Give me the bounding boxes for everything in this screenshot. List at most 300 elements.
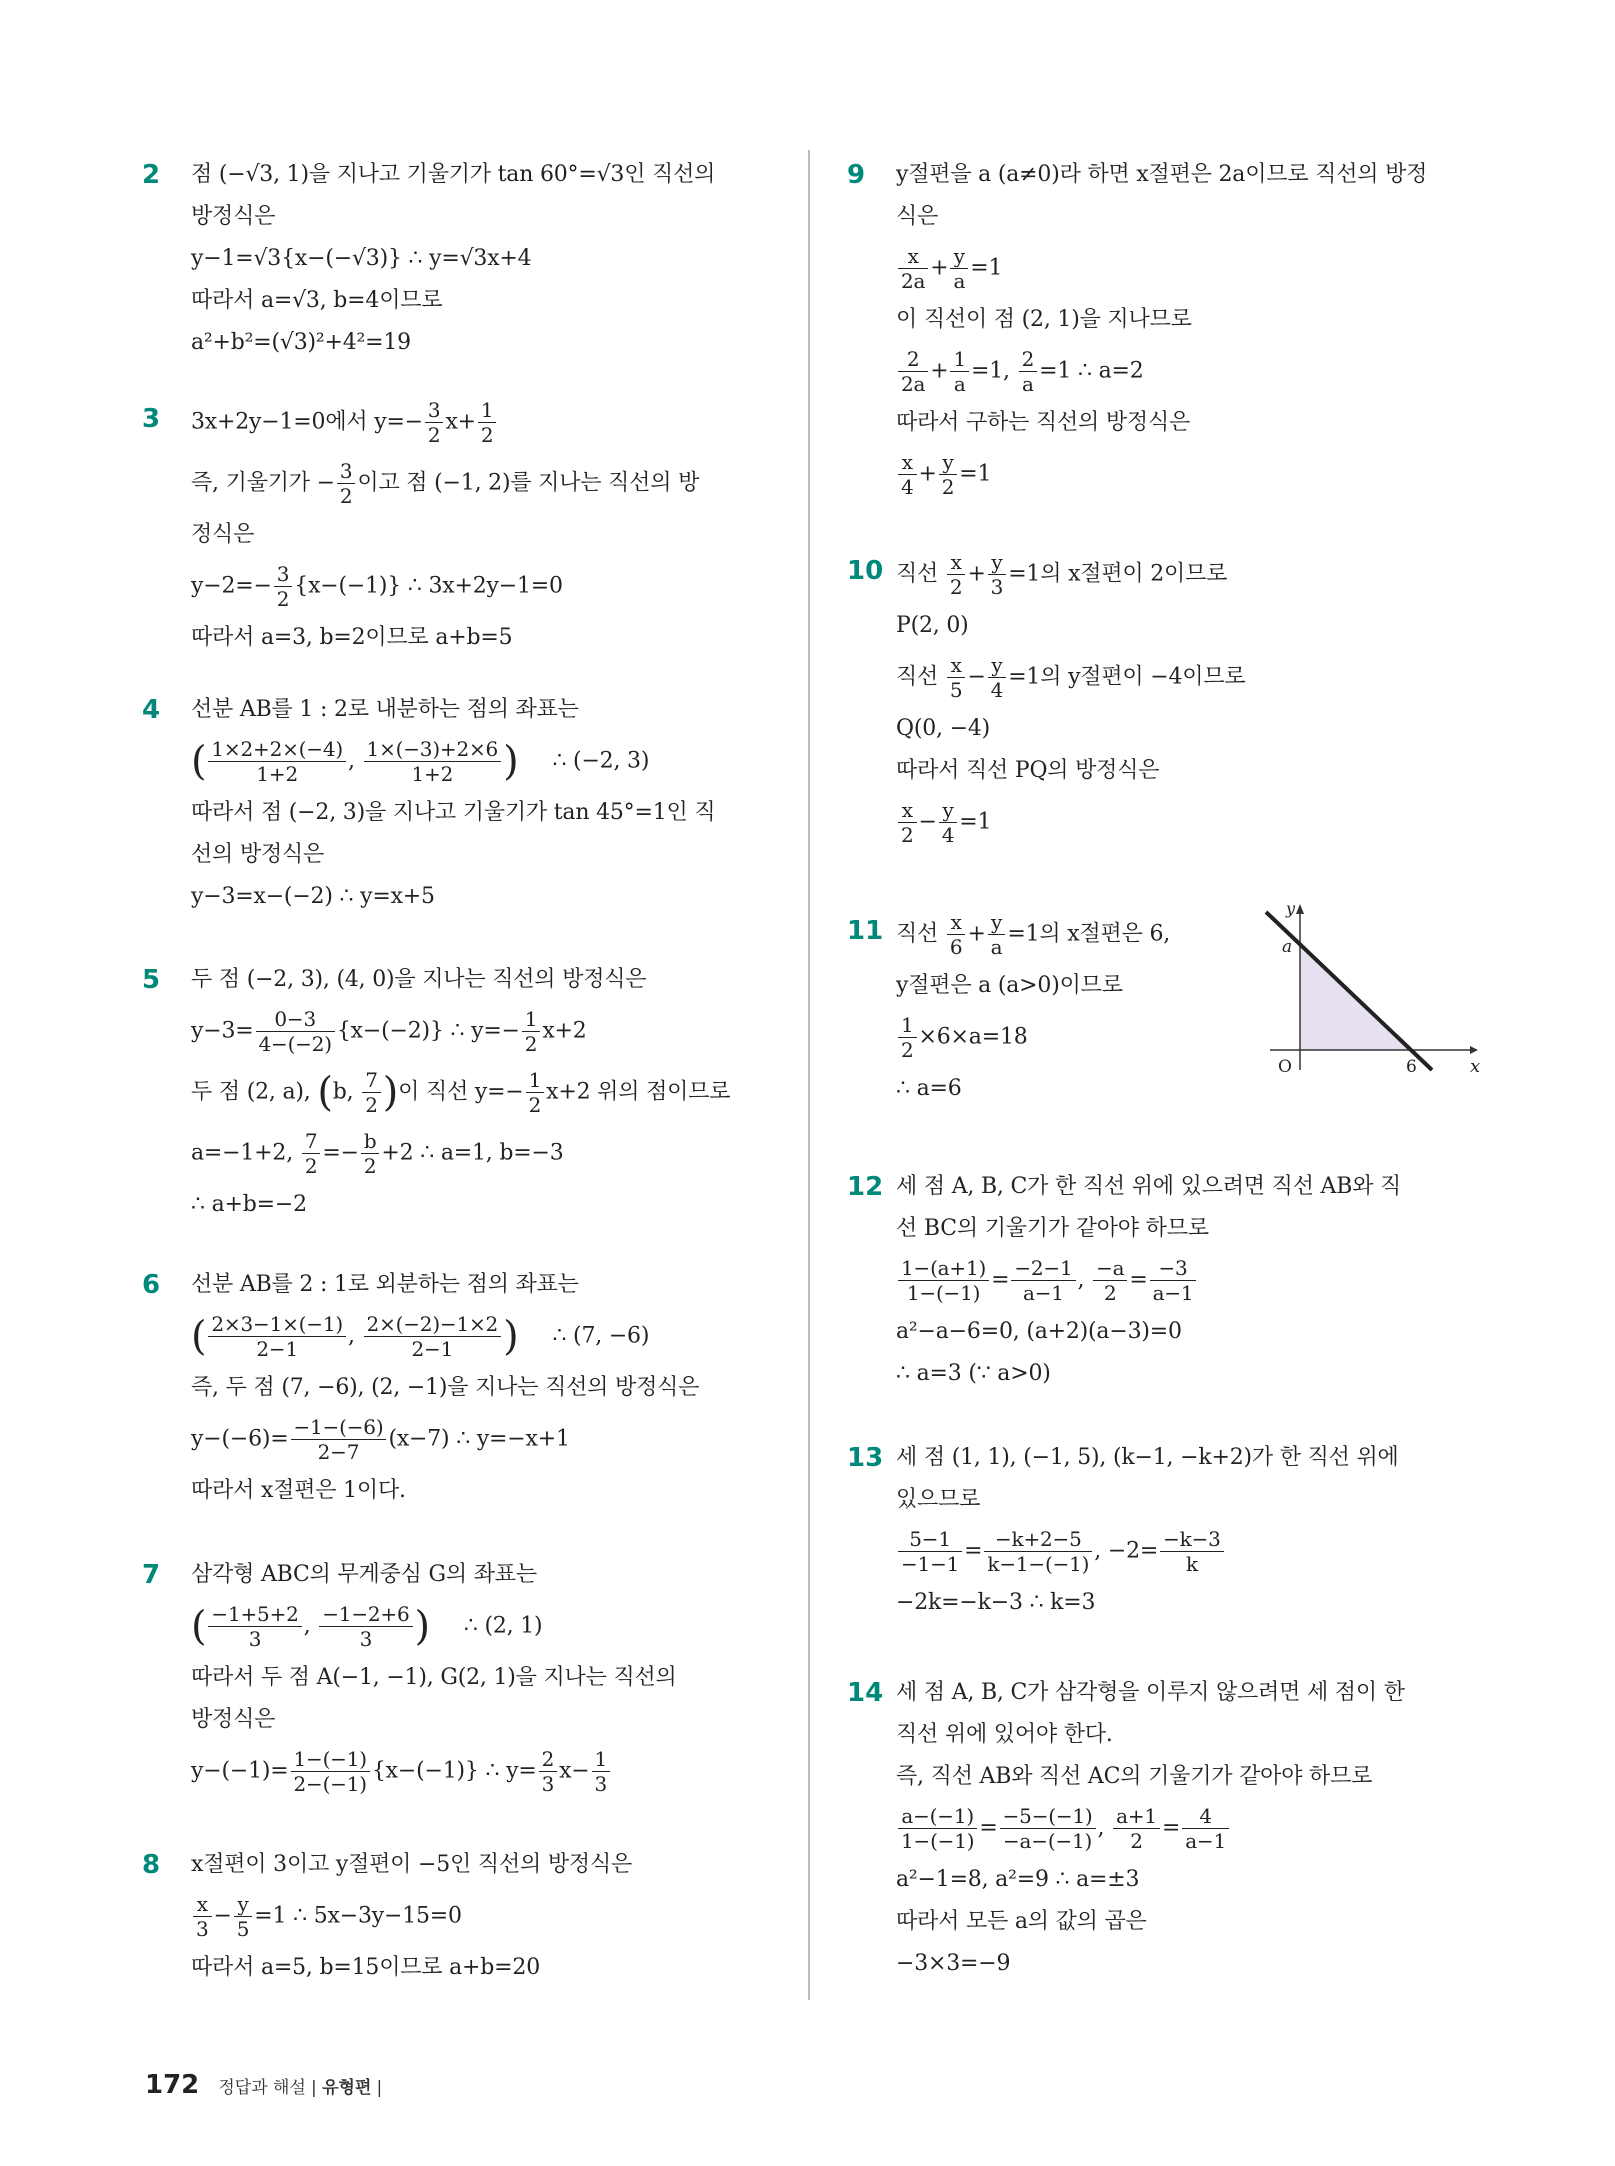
text-line: [191, 459, 780, 508]
math-text: 직선: [896, 664, 945, 690]
numerator: −a: [1093, 1256, 1127, 1281]
numerator: x: [193, 1892, 212, 1917]
numerator: x: [898, 798, 917, 823]
math-text: =: [1161, 1815, 1181, 1841]
math-text: −: [918, 809, 937, 835]
equation-line: [896, 1256, 1480, 1305]
text-line: [896, 653, 1480, 702]
fraction: [1019, 347, 1038, 396]
fraction: [526, 1068, 545, 1117]
math-text: {x−(−1)} ∴ 3x+2y−1=0: [294, 573, 563, 599]
math-text: x−: [559, 1758, 590, 1784]
fraction: [984, 1527, 1092, 1576]
math-text: 이고 점 (−1, 2)를 지나는 직선의 방: [357, 470, 700, 496]
problem-11: [847, 900, 1480, 1116]
x-intercept-label: 6: [1406, 1057, 1417, 1077]
fraction: [947, 653, 966, 702]
math-text: , −2=: [1094, 1538, 1159, 1564]
math-text: {x−(−1)} ∴ y=: [371, 1758, 537, 1784]
denominator: 2: [304, 1154, 318, 1178]
numerator: 5−1: [898, 1527, 962, 1552]
page-footer: 172 정답과 해설 | 유형편 |: [145, 2070, 383, 2100]
denominator: 6: [949, 935, 963, 959]
text-line: 방정식은: [191, 204, 276, 229]
math-text: 직선: [896, 561, 945, 587]
numerator: y: [234, 1892, 253, 1917]
fraction: [522, 1007, 541, 1056]
math-text: ,: [1097, 1815, 1112, 1841]
numerator: a−(−1): [898, 1804, 977, 1829]
math-text: =: [1129, 1267, 1148, 1293]
fraction: [234, 1892, 253, 1941]
denominator: 2: [1103, 1281, 1117, 1305]
problem-10: [847, 550, 1480, 859]
numerator: y: [939, 450, 958, 475]
problem-7: [142, 1560, 780, 1808]
fraction: [592, 1747, 611, 1796]
denominator: 3: [196, 1917, 209, 1941]
fraction: [1113, 1804, 1160, 1853]
math-text: +: [967, 921, 986, 947]
math-text: y−2=−: [191, 573, 272, 599]
text-line: 방정식은: [191, 1707, 276, 1732]
fraction: [364, 1312, 502, 1361]
text-line: 세 점 A, B, C가 한 직선 위에 있으려면 직선 AB와 직: [896, 1174, 1402, 1199]
denominator: 2: [1130, 1829, 1143, 1853]
fraction: [1182, 1804, 1229, 1853]
math-text: −: [967, 664, 986, 690]
text-line: 두 점 (−2, 3), (4, 0)을 지나는 직선의 방정식은: [191, 967, 647, 992]
numerator: 2×(−2)−1×2: [364, 1312, 502, 1337]
denominator: 2−1: [411, 1337, 454, 1361]
fraction: [291, 1415, 387, 1464]
problem-number: 4: [142, 695, 161, 725]
fraction: [939, 450, 958, 499]
equation-line: [896, 347, 1480, 396]
denominator: 2: [276, 587, 290, 611]
text-line: 따라서 직선 PQ의 방정식은: [896, 758, 1160, 783]
problem-number: 8: [142, 1850, 161, 1880]
text-line: 따라서 a=5, b=15이므로 a+b=20: [191, 1955, 541, 1980]
math-text: =1: [959, 461, 992, 487]
denominator: 4: [941, 823, 955, 847]
numerator: 3: [274, 562, 293, 587]
math-text: (x−7) ∴ y=−x+1: [388, 1426, 570, 1452]
text-line: 선 BC의 기울기가 같아야 하므로: [896, 1216, 1209, 1241]
denominator: 2: [363, 1154, 377, 1178]
equation-line: [191, 1129, 780, 1178]
text-line: [896, 550, 1480, 599]
math-text: =1: [959, 809, 992, 835]
denominator: 3: [990, 575, 1004, 599]
problem-6: [142, 1270, 780, 1518]
math-text: =1,: [971, 358, 1017, 384]
x-axis-arrow-icon: [1470, 1046, 1478, 1054]
numerator: 3: [425, 398, 444, 423]
numerator: −k+2−5: [984, 1527, 1092, 1552]
fraction: [364, 737, 502, 786]
text-line: 따라서 x절편은 1이다.: [191, 1478, 406, 1503]
fraction: [947, 550, 966, 599]
numerator: x: [898, 450, 917, 475]
equation-line: y−1=√3{x−(−√3)} ∴ y=√3x+4: [191, 246, 532, 271]
problem-8: [142, 1850, 780, 1995]
text-line: 따라서 a=3, b=2이므로 a+b=5: [191, 625, 513, 650]
text-line: 따라서 점 (−2, 3)을 지나고 기울기가 tan 45°=1인 직: [191, 800, 716, 825]
denominator: 4: [901, 475, 914, 499]
denominator: −a−(−1): [1003, 1829, 1093, 1853]
problem-5: [142, 965, 780, 1232]
text-line: 따라서 두 점 A(−1, −1), G(2, 1)을 지나는 직선의: [191, 1665, 677, 1690]
equation-line: [191, 1892, 780, 1941]
math-text: y−(−1)=: [191, 1758, 289, 1784]
denominator: 2: [524, 1032, 538, 1056]
problem-number: 3: [142, 404, 161, 434]
equation-line: ∴ a+b=−2: [191, 1192, 307, 1217]
equation-line: [896, 798, 1480, 847]
numerator: y: [988, 910, 1006, 935]
math-text: ∴ (2, 1): [463, 1613, 543, 1639]
problem-2: [142, 160, 780, 370]
denominator: 2: [365, 1093, 378, 1117]
denominator: 1−(−1): [906, 1281, 981, 1305]
denominator: 5: [236, 1917, 250, 1941]
math-text: +: [967, 561, 986, 587]
numerator: 7: [362, 1068, 381, 1093]
math-text: =1 ∴ 5x−3y−15=0: [254, 1903, 462, 1929]
footer-title: 정답과 해설: [218, 2078, 306, 2098]
text-line: 따라서 구하는 직선의 방정식은: [896, 410, 1191, 435]
equation-line: [191, 398, 780, 447]
equation-line: [191, 1747, 780, 1796]
numerator: 3: [337, 459, 356, 484]
problem-number: 2: [142, 160, 161, 190]
fraction: [898, 1013, 917, 1062]
text-line: 즉, 두 점 (7, −6), (2, −1)을 지나는 직선의 방정식은: [191, 1375, 700, 1400]
fraction: [898, 1527, 962, 1576]
numerator: 4: [1182, 1804, 1229, 1829]
math-text: =1의 x절편은 6,: [1007, 921, 1171, 947]
text-line: y절편을 a (a≠0)라 하면 x절편은 2a이므로 직선의 방정: [896, 162, 1428, 187]
numerator: 1: [592, 1747, 611, 1772]
denominator: −1−1: [901, 1552, 960, 1576]
numerator: −1−2+6: [319, 1602, 412, 1627]
math-text: x+2 위의 점이므로: [546, 1079, 731, 1105]
math-text: =1의 y절편이 −4이므로: [1008, 664, 1246, 690]
numerator: 7: [302, 1129, 321, 1154]
numerator: −1+5+2: [208, 1602, 301, 1627]
denominator: 2: [528, 1093, 542, 1117]
math-text: 즉, 기울기가 −: [191, 470, 335, 496]
fraction: [319, 1602, 412, 1651]
numerator: 1×(−3)+2×6: [364, 737, 502, 762]
y-axis-label: y: [1286, 900, 1296, 918]
math-text: x+2: [542, 1018, 587, 1044]
equation-line: P(2, 0): [896, 613, 969, 638]
x-axis-label: x: [1470, 1056, 1480, 1077]
fraction: [988, 910, 1006, 959]
triangle-graph: [1260, 900, 1480, 1080]
math-text: =1 ∴ a=2: [1039, 358, 1144, 384]
text-line: x절편이 3이고 y절편이 −5인 직선의 방정식은: [191, 1852, 633, 1877]
fraction: [291, 1747, 370, 1796]
denominator: 1+2: [256, 762, 298, 786]
denominator: 2−1: [256, 1337, 298, 1361]
text-line: y절편은 a (a>0)이므로: [896, 973, 1123, 998]
fraction: [208, 737, 346, 786]
numerator: 1: [898, 1013, 917, 1038]
problem-number: 5: [142, 965, 161, 995]
text-line: 따라서 a=√3, b=4이므로: [191, 288, 443, 313]
numerator: b: [361, 1129, 380, 1154]
fraction: [1160, 1527, 1224, 1576]
text-line: 정식은: [191, 522, 255, 547]
equation-line: −3×3=−9: [896, 1951, 1011, 1976]
math-text: 3x+2y−1=0에서 y=−: [191, 409, 423, 435]
denominator: a−1: [1152, 1281, 1194, 1305]
denominator: 2: [480, 423, 494, 447]
math-text: y−3=: [191, 1018, 254, 1044]
math-text: y−(−6)=: [191, 1426, 289, 1452]
denominator: 4: [990, 678, 1004, 702]
equation-line: [191, 562, 780, 611]
equation-line: ∴ a=6: [896, 1076, 962, 1101]
problem-number: 10: [847, 556, 884, 586]
fraction: [898, 1804, 977, 1853]
fraction: [193, 1892, 212, 1941]
math-text: +: [930, 358, 949, 384]
denominator: 5: [949, 678, 963, 702]
fraction: [1093, 1256, 1127, 1305]
equation-line: a²−a−6=0, (a+2)(a−3)=0: [896, 1319, 1182, 1344]
equation-line: y−3=x−(−2) ∴ y=x+5: [191, 884, 435, 909]
equation-line: [896, 450, 1480, 499]
denominator: 2: [901, 823, 914, 847]
text-line: 즉, 직선 AB와 직선 AC의 기울기가 같아야 하므로: [896, 1764, 1373, 1789]
column-divider: [808, 150, 810, 2000]
fraction: [478, 398, 497, 447]
numerator: 2×3−1×(−1): [208, 1312, 346, 1337]
equation-line: [896, 1527, 1480, 1576]
origin-label: O: [1278, 1057, 1292, 1077]
numerator: −5−(−1): [1000, 1804, 1096, 1829]
equation-line: Q(0, −4): [896, 716, 991, 741]
equation-line: a²+b²=(√3)²+4²=19: [191, 330, 411, 355]
text-line: 선의 방정식은: [191, 842, 325, 867]
text-line: 식은: [896, 204, 939, 229]
denominator: 3: [248, 1627, 262, 1651]
math-text: =1의 x절편이 2이므로: [1008, 561, 1228, 587]
fraction: [988, 550, 1007, 599]
problem-number: 6: [142, 1270, 161, 1300]
denominator: 2a: [901, 269, 926, 293]
text-line: 세 점 (1, 1), (−1, 5), (k−1, −k+2)가 한 직선 위에: [896, 1445, 1399, 1470]
numerator: 2: [539, 1747, 558, 1772]
numerator: −k−3: [1160, 1527, 1224, 1552]
math-text: =1: [970, 255, 1003, 281]
equation-line: ( $\frac{-1+5+2}{3}$ , $\frac{-1-2+6}{3}$ ) ∴ (2, 1): [191, 1602, 543, 1651]
equation-line: ( $\frac{1\times 2+2\times(-4)}{1+2}$ , $\frac{1\times(-3)+2\times 6}{1+2}$ ) ∴ (−2, 3): [191, 737, 650, 786]
math-text: +: [918, 461, 937, 487]
denominator: 1+2: [411, 762, 454, 786]
denominator: a: [990, 935, 1003, 959]
problem-number: 7: [142, 1560, 161, 1590]
numerator: 1−(−1): [291, 1747, 370, 1772]
denominator: 4−(−2): [258, 1032, 332, 1056]
math-text: 직선: [896, 921, 945, 947]
denominator: a−1: [1023, 1281, 1064, 1305]
text-line: 삼각형 ABC의 무게중심 G의 좌표는: [191, 1562, 537, 1587]
equation-line: [191, 1007, 780, 1056]
numerator: y: [988, 550, 1007, 575]
problem-number: 11: [847, 916, 884, 946]
math-text: =: [964, 1538, 983, 1564]
numerator: 1: [526, 1068, 545, 1093]
equation-line: [896, 244, 1480, 293]
fraction: [302, 1129, 321, 1178]
numerator: −1−(−6): [291, 1415, 387, 1440]
y-axis-arrow-icon: [1296, 904, 1304, 914]
numerator: x: [898, 244, 928, 269]
fraction: [208, 1312, 346, 1361]
denominator: 1−(−1): [901, 1829, 975, 1853]
text-line: 선분 AB를 1 : 2로 내분하는 점의 좌표는: [191, 697, 579, 722]
numerator: 2: [898, 347, 928, 372]
equation-line: [191, 1415, 780, 1464]
denominator: 2a: [901, 372, 926, 396]
problem-number: 14: [847, 1678, 884, 1708]
math-text: +2 ∴ a=1, b=−3: [381, 1140, 564, 1166]
denominator: 2: [949, 575, 963, 599]
fraction: [898, 450, 917, 499]
fraction: [988, 653, 1007, 702]
numerator: a+1: [1113, 1804, 1160, 1829]
problem-4: [142, 695, 780, 924]
denominator: k: [1185, 1552, 1198, 1576]
fraction: [1011, 1256, 1075, 1305]
fraction: [362, 1068, 381, 1117]
denominator: a: [953, 372, 966, 396]
problem-number: 12: [847, 1172, 884, 1202]
fraction: [947, 910, 966, 959]
denominator: a−1: [1185, 1829, 1226, 1853]
problem-3: [142, 398, 780, 665]
numerator: x: [947, 653, 966, 678]
fraction: [898, 1256, 989, 1305]
equation-line: −2k=−k−3 ∴ k=3: [896, 1590, 1096, 1615]
math-text: ∴ (7, −6): [552, 1323, 650, 1349]
denominator: 2: [901, 1038, 914, 1062]
fraction: [950, 244, 968, 293]
denominator: 2−(−1): [293, 1772, 367, 1796]
numerator: 0−3: [256, 1007, 335, 1032]
math-text: 이 직선 y=−: [398, 1079, 524, 1105]
denominator: 3: [594, 1772, 608, 1796]
numerator: 1: [950, 347, 969, 372]
fraction: [274, 562, 293, 611]
problem-13: [847, 1443, 1480, 1630]
math-text: b,: [332, 1079, 361, 1105]
problem-number: 9: [847, 160, 866, 190]
problem-12: [847, 1172, 1480, 1401]
text-line: 점 (−√3, 1)을 지나고 기울기가 tan 60°=√3인 직선의: [191, 162, 716, 187]
fraction: [361, 1129, 380, 1178]
math-text: ,: [1077, 1267, 1092, 1293]
problem-14: [847, 1678, 1480, 1991]
equation-line: [896, 1804, 1480, 1853]
text-line: 따라서 모든 a의 값의 곱은: [896, 1909, 1147, 1934]
math-text: =: [979, 1815, 998, 1841]
equation-line: ( $\frac{2\times 3-1\times(-1)}{2-1}$ , $\frac{2\times(-2)-1\times 2}{2-1}$ ) ∴ (7, −6): [191, 1312, 650, 1361]
text-line: 세 점 A, B, C가 삼각형을 이루지 않으려면 세 점이 한: [896, 1680, 1405, 1705]
numerator: y: [950, 244, 968, 269]
fraction: [256, 1007, 335, 1056]
numerator: 1−(a+1): [898, 1256, 989, 1281]
denominator: 2: [427, 423, 441, 447]
footer-section: 유형편: [322, 2078, 372, 2098]
fraction: [898, 347, 928, 396]
denominator: 2−7: [317, 1440, 360, 1464]
numerator: x: [947, 910, 966, 935]
page-number: 172: [145, 2070, 200, 2100]
math-text: x+: [445, 409, 476, 435]
numerator: y: [988, 653, 1007, 678]
numerator: 1: [478, 398, 497, 423]
numerator: 1×2+2×(−4): [208, 737, 346, 762]
math-text: +: [930, 255, 949, 281]
numerator: −2−1: [1011, 1256, 1075, 1281]
math-text: ×6×a=18: [918, 1024, 1028, 1050]
denominator: k−1−(−1): [987, 1552, 1090, 1576]
numerator: 2: [1019, 347, 1038, 372]
numerator: y: [939, 798, 958, 823]
fraction: [939, 798, 958, 847]
text-line: 두 점 (2, a), (b, $\frac{7}{2}$ )이 직선 y=− $\frac{1}{2}$ x+2 위의 점이므로: [191, 1068, 731, 1117]
math-text: =−: [322, 1140, 359, 1166]
denominator: a: [1022, 372, 1034, 396]
text-line: 있으므로: [896, 1487, 981, 1512]
math-text: =: [991, 1267, 1010, 1293]
y-intercept-label: a: [1282, 937, 1293, 957]
equation-line: a²−1=8, a²=9 ∴ a=±3: [896, 1867, 1140, 1892]
numerator: −3: [1150, 1256, 1197, 1281]
math-text: −: [213, 1903, 232, 1929]
math-text: {x−(−2)} ∴ y=−: [336, 1018, 520, 1044]
text-line: 직선 위에 있어야 한다.: [896, 1722, 1113, 1747]
equation-line: ∴ a=3 (∵ a>0): [896, 1361, 1051, 1386]
denominator: 3: [541, 1772, 555, 1796]
fraction: [950, 347, 969, 396]
denominator: a: [953, 269, 966, 293]
fraction: [425, 398, 444, 447]
fraction: [1000, 1804, 1096, 1853]
fraction: [898, 244, 928, 293]
denominator: 2: [941, 475, 955, 499]
fraction: [898, 798, 917, 847]
math-text: 두 점 (2, a),: [191, 1079, 318, 1105]
math-text: a=−1+2,: [191, 1140, 300, 1166]
text-line: 선분 AB를 2 : 1로 외분하는 점의 좌표는: [191, 1272, 579, 1297]
fraction: [208, 1602, 301, 1651]
math-text: ∴ (−2, 3): [552, 748, 650, 774]
numerator: 1: [522, 1007, 541, 1032]
fraction: [539, 1747, 558, 1796]
denominator: 3: [359, 1627, 373, 1651]
problem-number: 13: [847, 1443, 884, 1473]
fraction: [1150, 1256, 1197, 1305]
fraction: [337, 459, 356, 508]
text-line: 이 직선이 점 (2, 1)을 지나므로: [896, 307, 1192, 332]
